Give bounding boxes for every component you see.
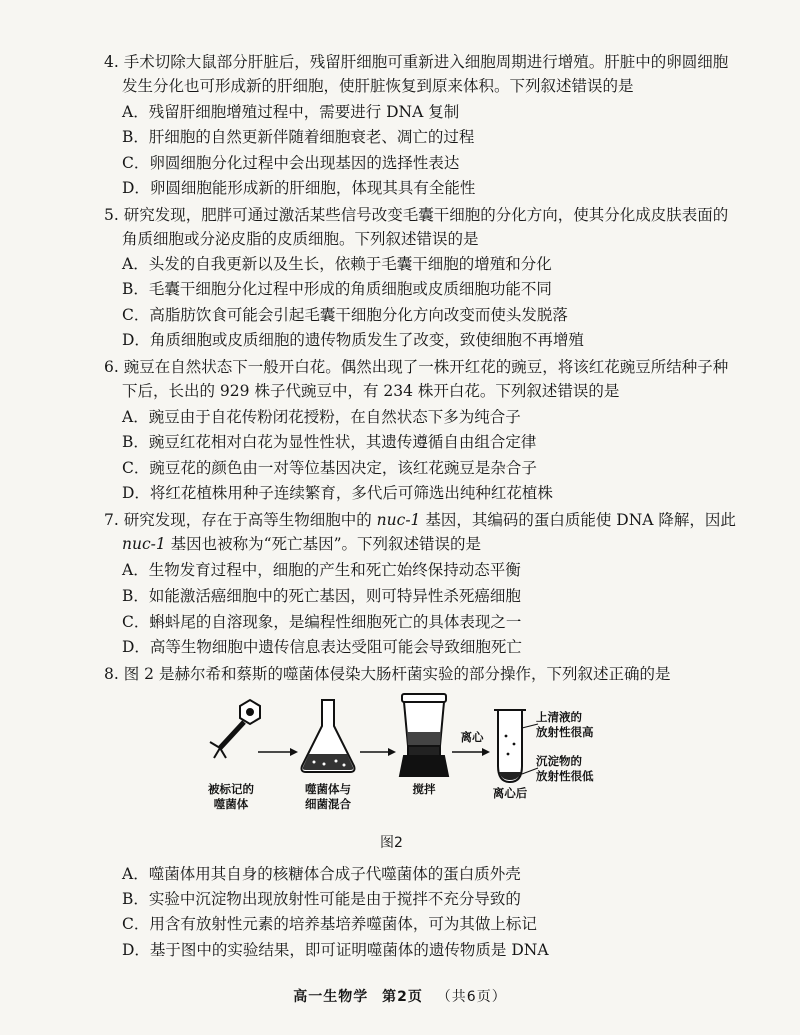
arrow-right-icon — [258, 748, 298, 756]
question-4-stem-line1 — [104, 52, 728, 72]
label-supernatant-line1: 上清液的 — [536, 710, 582, 724]
question-4-stem-text: 手术切除大鼠部分肝脏后，残留肝细胞可重新进入细胞周期进行增殖。肝脏中的卵圆细胞 — [123, 53, 729, 71]
question-7-option-d: D．高等生物细胞中遗传信息表达受阻可能会导致细胞死亡 — [122, 638, 522, 656]
question-7-number: 7. — [104, 511, 119, 529]
label-supernatant — [536, 710, 614, 740]
test-tube-icon — [494, 710, 526, 782]
question-5-option-d: D．角质细胞或皮质细胞的遗传物质发生了改变，致使细胞不再增殖 — [122, 331, 584, 349]
question-7-gene-name: nuc-1 — [376, 511, 421, 529]
question-4-option-d: D．卵圆细胞能形成新的肝细胞，体现其具有全能性 — [122, 179, 476, 197]
question-7-option-b: B．如能激活癌细胞中的死亡基因，则可特异性杀死癌细胞 — [122, 587, 521, 605]
question-8-option-a: A．噬菌体用其自身的核糖体合成子代噬菌体的蛋白质外壳 — [122, 865, 521, 883]
question-6-number: 6. — [104, 358, 119, 376]
flask-icon — [302, 700, 355, 772]
label-sediment-line1: 沉淀物的 — [536, 754, 582, 768]
label-centrifuge: 离心 — [460, 730, 484, 744]
question-8-stem-line1 — [104, 664, 670, 684]
question-4-number: 4. — [104, 53, 119, 71]
question-6-option-d: D．将红花植株用种子连续繁育，多代后可筛选出纯种红花植株 — [122, 484, 553, 502]
question-7-stem-line1 — [104, 510, 736, 530]
question-4-option-c: C．卵圆细胞分化过程中会出现基因的选择性表达 — [122, 154, 460, 172]
footer-subject: 高一生物学 — [293, 989, 369, 1005]
question-6-option-c: C．豌豆花的颜色由一对等位基因决定，该红花豌豆是杂合子 — [122, 459, 537, 477]
experiment-figure — [196, 692, 616, 824]
arrow-right-icon — [360, 748, 396, 756]
question-7-stem-text-b: 基因，其编码的蛋白质能使 DNA 降解，因此 — [420, 511, 736, 529]
question-5-stem-line1 — [104, 205, 728, 225]
question-4-option-b: B．肝细胞的自然更新伴随着细胞衰老、凋亡的过程 — [122, 128, 475, 146]
label-supernatant-line2: 放射性很高 — [536, 725, 594, 739]
question-5-option-a: A．头发的自我更新以及生长，依赖于毛囊干细胞的增殖和分化 — [122, 255, 552, 273]
question-7-stem-text-a: 研究发现，存在于高等生物细胞中的 — [123, 511, 377, 529]
question-7-option-c: C．蝌蚪尾的自溶现象，是编程性细胞死亡的具体表现之一 — [122, 613, 522, 631]
label-stirring: 搅拌 — [412, 782, 436, 796]
label-labeled-phage — [196, 782, 266, 812]
label-mixing-line1: 噬菌体与 — [305, 782, 351, 796]
question-5-stem-line2: 角质细胞或分泌皮脂的皮质细胞。下列叙述错误的是 — [122, 230, 479, 248]
label-labeled-phage-line1: 被标记的 — [208, 782, 254, 796]
page-footer — [0, 986, 800, 1006]
question-8-number: 8. — [104, 665, 119, 683]
question-6-stem-line2: 下后，长出的 929 株子代豌豆中，有 234 株开白花。下列叙述错误的是 — [122, 382, 620, 400]
question-7-stem-line2 — [122, 534, 481, 554]
label-sediment — [536, 754, 614, 784]
question-8-option-c: C．用含有放射性元素的培养基培养噬菌体，可为其做上标记 — [122, 915, 537, 933]
label-sediment-line2: 放射性很低 — [536, 769, 594, 783]
question-8-stem-text: 图 2 是赫尔希和蔡斯的噬菌体侵染大肠杆菌实验的部分操作，下列叙述正确的是 — [123, 665, 671, 683]
blender-icon — [400, 694, 448, 776]
footer-total-pages: （共6页） — [436, 989, 507, 1005]
question-7-stem-text-c: 基因也被称为“死亡基因”。下列叙述错误的是 — [165, 535, 482, 553]
label-labeled-phage-line2: 噬菌体 — [213, 797, 249, 811]
question-4-stem-line2: 发生分化也可形成新的肝细胞，使肝脏恢复到原来体积。下列叙述错误的是 — [122, 77, 634, 95]
question-4-option-a: A．残留肝细胞增殖过程中，需要进行 DNA 复制 — [122, 103, 460, 121]
question-8-option-d: D．基于图中的实验结果，即可证明噬菌体的遗传物质是 DNA — [122, 941, 549, 959]
question-6-option-b: B．豌豆红花相对白花为显性性状，其遗传遵循自由组合定律 — [122, 433, 537, 451]
question-5-option-c: C．高脂肪饮食可能会引起毛囊干细胞分化方向改变而使头发脱落 — [122, 306, 568, 324]
question-6-option-a: A．豌豆由于自花传粉闭花授粉，在自然状态下多为纯合子 — [122, 408, 521, 426]
footer-page: 第2页 — [382, 989, 423, 1005]
question-7-option-a: A．生物发育过程中，细胞的产生和死亡始终保持动态平衡 — [122, 561, 521, 579]
label-mixing — [292, 782, 364, 812]
question-5-stem-text: 研究发现，肥胖可通过激活某些信号改变毛囊干细胞的分化方向，使其分化成皮肤表面的 — [123, 206, 729, 224]
question-5-option-b: B．毛囊干细胞分化过程中形成的角质细胞或皮质细胞功能不同 — [122, 280, 552, 298]
question-7-gene-name-2: nuc-1 — [122, 535, 166, 553]
label-after-centrifuge: 离心后 — [492, 786, 528, 800]
label-mixing-line2: 细菌混合 — [305, 797, 351, 811]
question-8-option-b: B．实验中沉淀物出现放射性可能是由于搅拌不充分导致的 — [122, 890, 521, 908]
arrow-right-icon — [452, 748, 490, 756]
figure-caption: 图2 — [380, 835, 403, 851]
question-6-stem-line1 — [104, 357, 728, 377]
question-5-number: 5. — [104, 206, 119, 224]
question-6-stem-text: 豌豆在自然状态下一般开白花。偶然出现了一株开红花的豌豆，将该红花豌豆所结种子种 — [123, 358, 729, 376]
phage-icon — [210, 700, 260, 758]
